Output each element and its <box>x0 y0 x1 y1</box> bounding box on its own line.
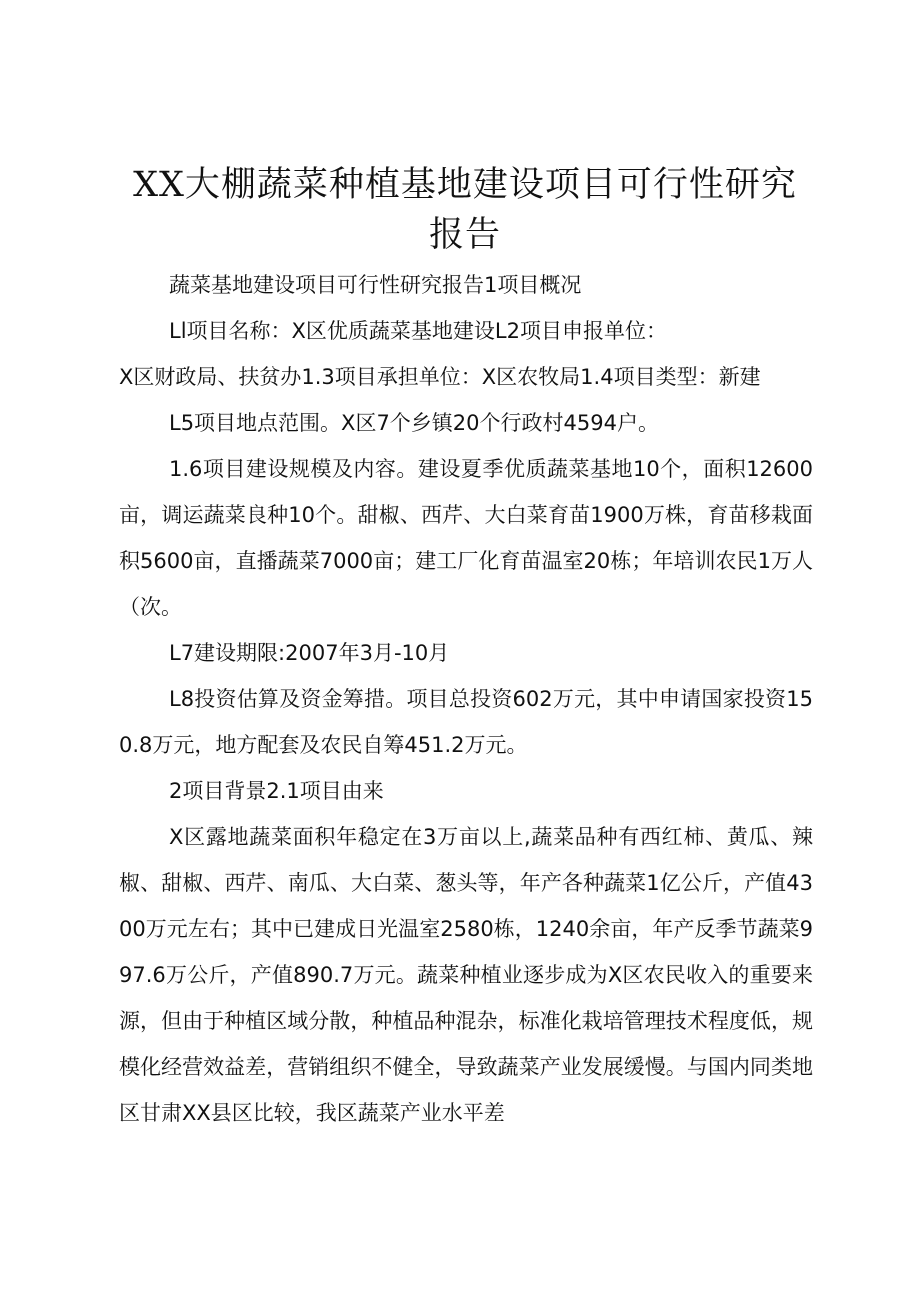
paragraph-project-units: X区财政局、扶贫办1.3项目承担单位：X区农牧局1.4项目类型：新建 <box>119 365 761 389</box>
paragraph-background-heading: 2项目背景2.1项目由来 <box>169 779 384 803</box>
document-body <box>119 262 813 1136</box>
document-title: XX大棚蔬菜种植基地建设项目可行性研究报告 <box>133 165 797 255</box>
paragraph-background-text: X区露地蔬菜面积年稳定在3万亩以上,蔬菜品种有西红柿、黄瓜、辣椒、甜椒、西芹、南瓜、大白菜、葱头等，年产各种蔬菜1亿公斤，产值4300万元左右；其中已建成日光温室2580栋，1240余亩，年产反季节蔬菜997.6万公斤，产值890.7万元。蔬菜种植业逐步成为X区农民收入的重要来源，但由于种植区域分散，种植品种混杂，标准化栽培管理技术程度低，规模化经营效益差，营销组织不健全，导致蔬菜产业发展缓慢。与国内同类地区甘肃XX县区比较，我区蔬菜产业水平差 <box>119 825 813 1125</box>
paragraph-project-location: L5项目地点范围。X区7个乡镇20个行政村4594户。 <box>169 411 659 435</box>
paragraph-project-name: Ll项目名称：X区优质蔬菜基地建设L2项目申报单位： <box>169 319 667 343</box>
paragraph-project-scale: 1.6项目建设规模及内容。建设夏季优质蔬菜基地10个，面积12600亩，调运蔬菜良种10个。甜椒、西芹、大白菜育苗1900万株，育苗移栽面积5600亩，直播蔬菜7000亩；建工厂化育苗温室20栋；年培训农民1万人（次。 <box>119 457 813 619</box>
paragraph-construction-period: L7建设期限:2007年3月-10月 <box>169 641 450 665</box>
paragraph-investment: L8投资估算及资金筹措。项目总投资602万元，其中申请国家投资150.8万元，地方配套及农民自筹451.2万元。 <box>119 687 813 757</box>
paragraph-overview-heading: 蔬菜基地建设项目可行性研究报告1项目概况 <box>169 273 582 297</box>
